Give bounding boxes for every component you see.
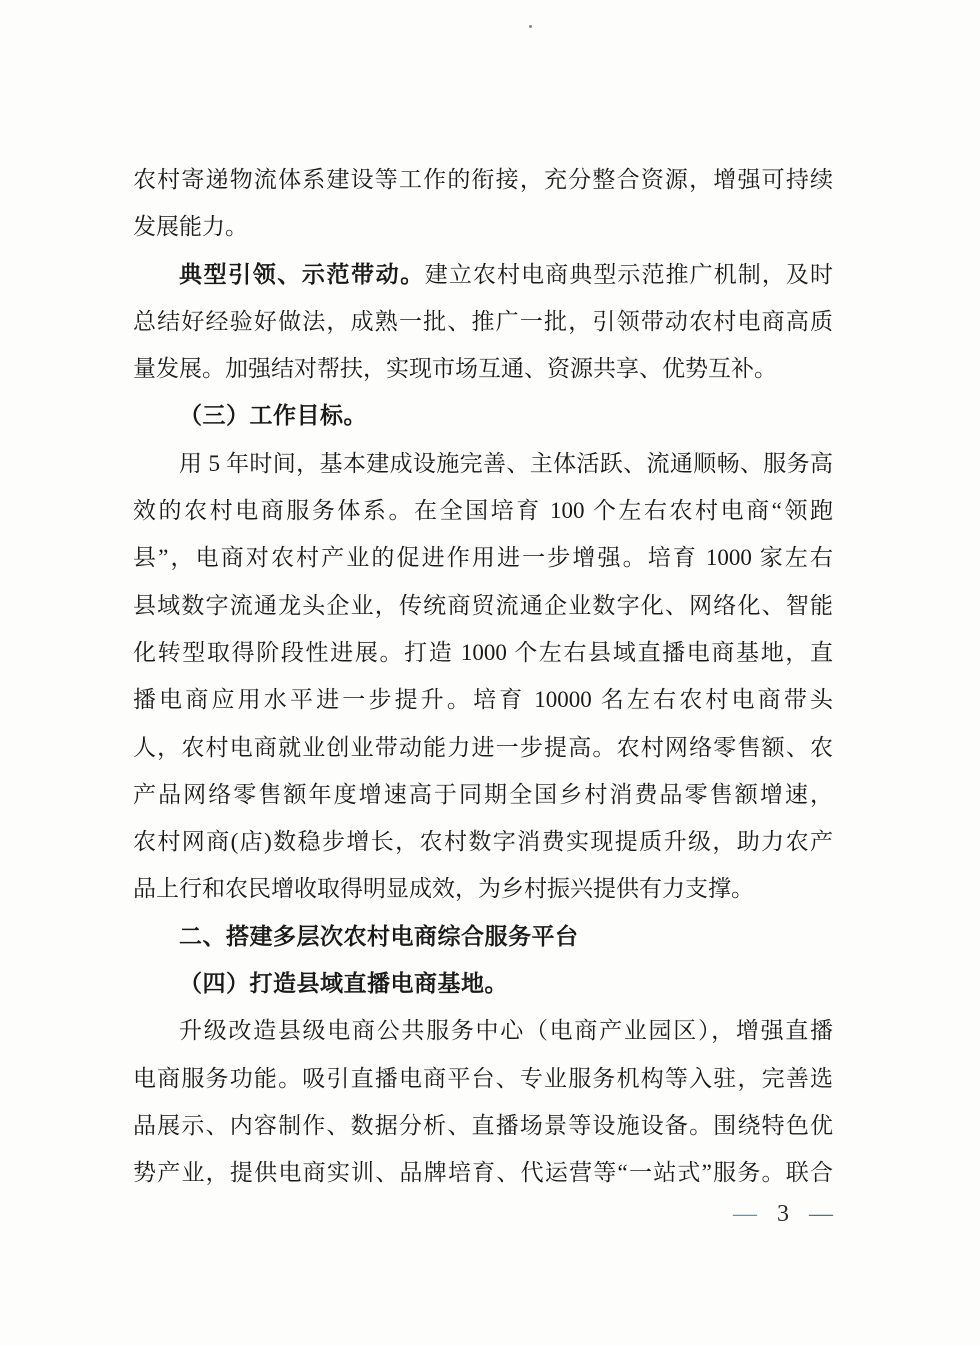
text-line: 县”，电商对农村产业的促进作用进一步增强。培育 1000 家左右 [133,545,833,571]
scan-artifact-dot [529,25,532,28]
text-line: 播电商应用水平进一步提升。培育 10000 名左右农村电商带头 [133,687,833,713]
text-line: 量发展。加强结对帮扶，实现市场互通、资源共享、优势互补。 [133,356,777,382]
section-heading: （四）打造县域直播电商基地。 [179,970,508,997]
text-line: 人，农村电商就业创业带动能力进一步提高。农村网络零售额、农 [133,734,833,760]
page-number: 3 [777,1201,789,1227]
text-line: 势产业，提供电商实训、品牌培育、代运营等“一站式”服务。联合 [133,1160,833,1186]
text-line: 用 5 年时间，基本建成设施完善、主体活跃、流通顺畅、服务高 [179,450,833,476]
text-line: 县域数字流通龙头企业，传统商贸流通企业数字化、网络化、智能 [133,592,833,618]
text-line: 品展示、内容制作、数据分析、直播场景等设施设备。围绕特色优 [133,1112,833,1138]
text-line: 电商服务功能。吸引直播电商平台、专业服务机构等入驻，完善选 [133,1065,833,1091]
text-line: 产品网络零售额年度增速高于同期全国乡村消费品零售额增速， [133,781,833,807]
bold-lead-text: 典型引领、示范带动。 [179,260,425,287]
text-line: 农村网商(店)数稳步增长，农村数字消费实现提质升级，助力农产 [133,829,833,855]
page-number-dash-left: — [733,1201,757,1227]
section-heading: （三）工作目标。 [179,402,367,429]
text-line: 总结好经验好做法，成熟一批、推广一批，引领带动农村电商高质 [133,308,833,334]
text-run: 建立农村电商典型示范推广机制，及时 [424,261,834,287]
text-line [133,251,833,298]
text-line: 农村寄递物流体系建设等工作的衔接，充分整合资源，增强可持续 [133,167,833,192]
text-line: 升级改造县级电商公共服务中心（电商产业园区），增强直播 [179,1018,833,1044]
document-body [133,156,833,1197]
text-line: 化转型取得阶段性进展。打造 1000 个左右县域直播电商基地，直 [133,639,833,665]
page-number-dash-right: — [809,1201,833,1227]
text-line: 效的农村电商服务体系。在全国培育 100 个左右农村电商“领跑 [133,498,833,524]
text-line: 发展能力。 [133,214,248,240]
page-number-footer [733,1198,833,1230]
text-line: 品上行和农民增收取得明显成效，为乡村振兴提供有力支撑。 [133,876,754,902]
section-heading: 二、搭建多层次农村电商综合服务平台 [179,922,579,949]
